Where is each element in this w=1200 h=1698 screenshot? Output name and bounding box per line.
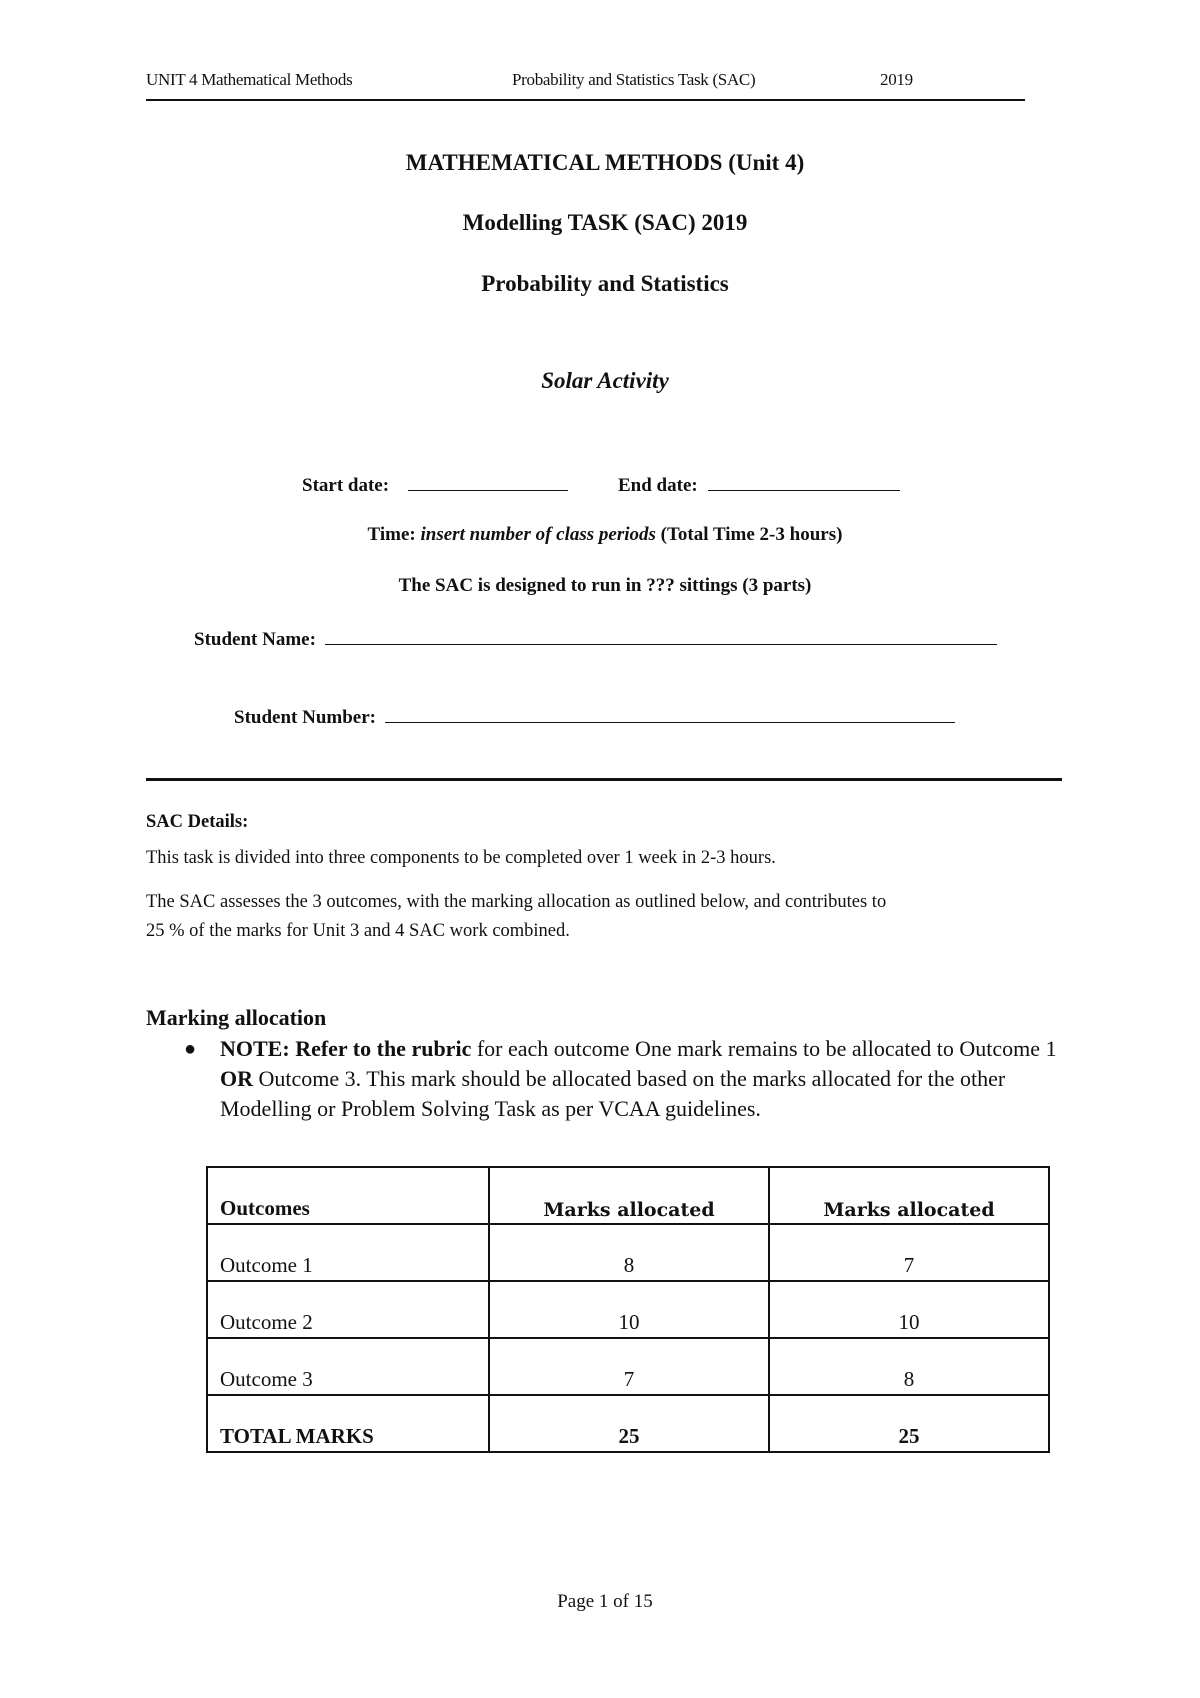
header-cell: Marks allocated [489, 1167, 769, 1224]
title-line-1: MATHEMATICAL METHODS (Unit 4) [405, 150, 805, 175]
sac-details-para-2-line-2: 25 % of the marks for Unit 3 and 4 SAC work combined. [146, 921, 570, 941]
table-cell: 7 [769, 1224, 1049, 1281]
time-label: Time: [367, 524, 416, 545]
note-text-1: for each outcome One mark remains to be allocated to [476, 1036, 954, 1061]
student-name-field[interactable] [325, 626, 997, 645]
header-rule [146, 99, 1025, 101]
title-line-3: Probability and Statistics [481, 271, 729, 296]
note-label: NOTE: [220, 1036, 290, 1061]
student-number-field[interactable] [385, 704, 955, 723]
student-name-label: Student Name: [194, 629, 316, 650]
note-rubric: Refer to the rubric [295, 1036, 472, 1061]
table-total-row [207, 1395, 1049, 1452]
total-cell: 25 [489, 1395, 769, 1452]
header-cell: Outcomes [207, 1167, 489, 1224]
bullet-icon: ● [184, 1038, 197, 1060]
sittings-text: The SAC is designed to run in ??? sittings (3 parts) [398, 575, 812, 596]
total-cell: TOTAL MARKS [207, 1395, 489, 1452]
end-date-field[interactable] [708, 472, 900, 491]
task-subtitle: Solar Activity [541, 368, 669, 393]
header-cell: Marks allocated [769, 1167, 1049, 1224]
table-cell: Outcome 1 [207, 1224, 489, 1281]
table-cell: 8 [489, 1224, 769, 1281]
section-divider [146, 778, 1062, 781]
time-row [0, 524, 1200, 546]
time-suffix: (Total Time 2-3 hours) [660, 524, 843, 545]
time-value: insert number of class periods [420, 524, 656, 545]
note-or: OR [220, 1066, 253, 1091]
sac-details-heading: SAC Details: [146, 812, 249, 832]
end-date-label: End date: [618, 475, 698, 496]
end-date-row [618, 472, 900, 497]
note-text-3: Outcome 3. This mark should be allocated based on the marks allocated for the other Modelling or Problem Solving Task as per VCAA guidelines. [220, 1066, 1006, 1121]
marking-note [184, 1034, 1064, 1124]
table-cell: 7 [489, 1338, 769, 1395]
start-date-row [302, 472, 568, 497]
marking-heading: Marking allocation [146, 1005, 327, 1030]
table-row [207, 1224, 1049, 1281]
title-line-2: Modelling TASK (SAC) 2019 [462, 210, 748, 235]
header-center: Probability and Statistics Task (SAC) [512, 70, 756, 89]
marks-table [206, 1166, 1050, 1453]
table-row [207, 1338, 1049, 1395]
table-cell: Outcome 3 [207, 1338, 489, 1395]
student-number-label: Student Number: [234, 707, 376, 728]
header-right: 2019 [880, 70, 913, 89]
table-row [207, 1281, 1049, 1338]
start-date-label: Start date: [302, 475, 390, 496]
table-cell: 10 [489, 1281, 769, 1338]
table-cell: Outcome 2 [207, 1281, 489, 1338]
start-date-field[interactable] [408, 472, 568, 491]
total-cell: 25 [769, 1395, 1049, 1452]
student-name-row [194, 626, 997, 651]
student-number-row [234, 704, 955, 729]
page-number: Page 1 of 15 [557, 1591, 653, 1612]
table-cell: 10 [769, 1281, 1049, 1338]
sac-details-para-1: This task is divided into three components to be completed over 1 week in 2-3 hours. [146, 848, 776, 868]
table-cell: 8 [769, 1338, 1049, 1395]
header-left: UNIT 4 Mathematical Methods [146, 70, 353, 89]
sac-details-para-2-line-1: The SAC assesses the 3 outcomes, with the marking allocation as outlined below, and contributes to [146, 892, 887, 912]
note-text-2: Outcome 1 [959, 1036, 1057, 1061]
table-header-row [207, 1167, 1049, 1224]
